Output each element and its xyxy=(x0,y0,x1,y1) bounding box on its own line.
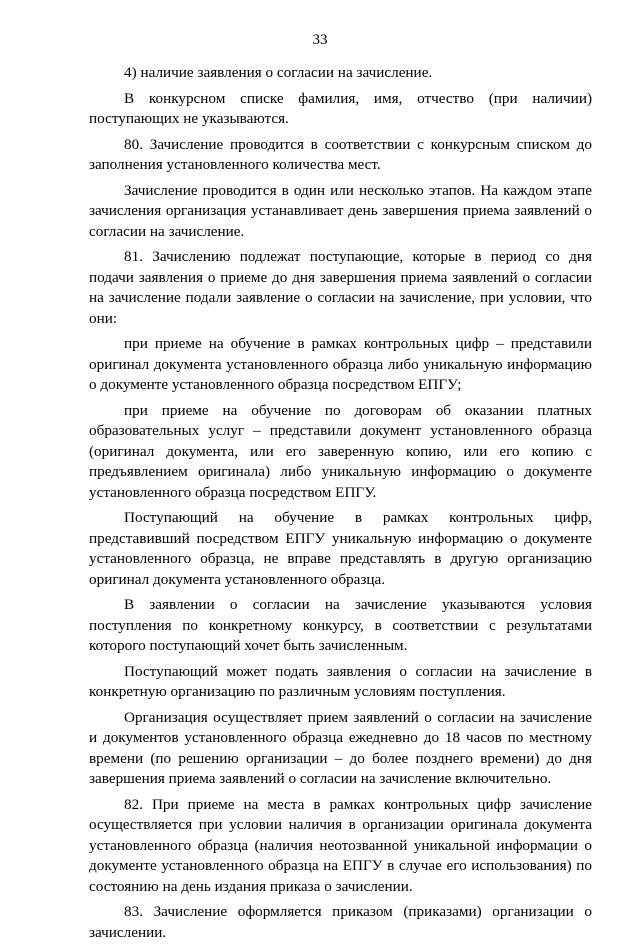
paragraph-competition-list: В конкурсном списке фамилия, имя, отчество (при наличии) поступающих не указываются. xyxy=(89,89,592,127)
paragraph-paid-services: при приеме на обучение по договорам об оказании платных образовательных услуг – представили документ установленного образца (оригинал документа, или его заверенную копию, или его копию с предъявлением оригинала) либо уникальную информацию о документе установленного образца посредством ЕПГУ. xyxy=(89,401,592,501)
paragraph-stages: Зачисление проводится в один или несколько этапов. На каждом этапе зачисления организация устанавливает день завершения приема заявлений о согласии на зачисление. xyxy=(89,181,592,240)
paragraph-epgu-applicant: Поступающий на обучение в рамках контрольных цифр, представивший посредством ЕПГУ уникальную информацию о документе установленного образца, не вправе представлять в другую организацию оригинал документа установленного образца. xyxy=(89,509,592,588)
document-body xyxy=(89,63,592,948)
paragraph-consent-conditions: В заявлении о согласии на зачисление указываются условия поступления по конкретному конкурсу, в соответствии с результатами которого поступающий хочет быть зачисленным. xyxy=(89,596,592,654)
paragraph-83: 83. Зачисление оформляется приказом (приказами) организации о зачислении. xyxy=(89,903,592,941)
paragraph-control-figures: при приеме на обучение в рамках контрольных цифр – представили оригинал документа установленного образца либо уникальную информацию о документе установленного образца посредством ЕПГУ; xyxy=(89,335,592,393)
paragraph-item-4: 4) наличие заявления о согласии на зачисление. xyxy=(124,64,433,81)
paragraph-80: 80. Зачисление проводится в соответствии с конкурсным списком до заполнения установленного количества мест. xyxy=(89,135,592,173)
paragraph-82: 82. При приеме на места в рамках контрольных цифр зачисление осуществляется при условии наличия в организации оригинала документа установленного образца (наличия неотозванной уникальной информации о документе установленного образца на ЕПГУ в случае его использования) по состоянию на день издания приказа о зачислении. xyxy=(89,795,592,895)
page-number: 33 xyxy=(312,32,328,48)
paragraph-81: 81. Зачислению подлежат поступающие, которые в период со дня подачи заявления о приеме до дня завершения приема заявлений о согласии на зачисление подали заявление о согласии на зачисление, при условии, что они: xyxy=(89,248,592,327)
paragraph-multiple-conditions: Поступающий может подать заявления о согласии на зачисление в конкретную организацию по различным условиям поступления. xyxy=(89,662,592,700)
paragraph-daily-intake: Организация осуществляет прием заявлений о согласии на зачисление и документов установленного образца ежедневно до 18 часов по местному времени (по решению организации – до более позднего времени) до дня завершения приема заявлений о согласии на зачисление включительно. xyxy=(89,708,592,787)
